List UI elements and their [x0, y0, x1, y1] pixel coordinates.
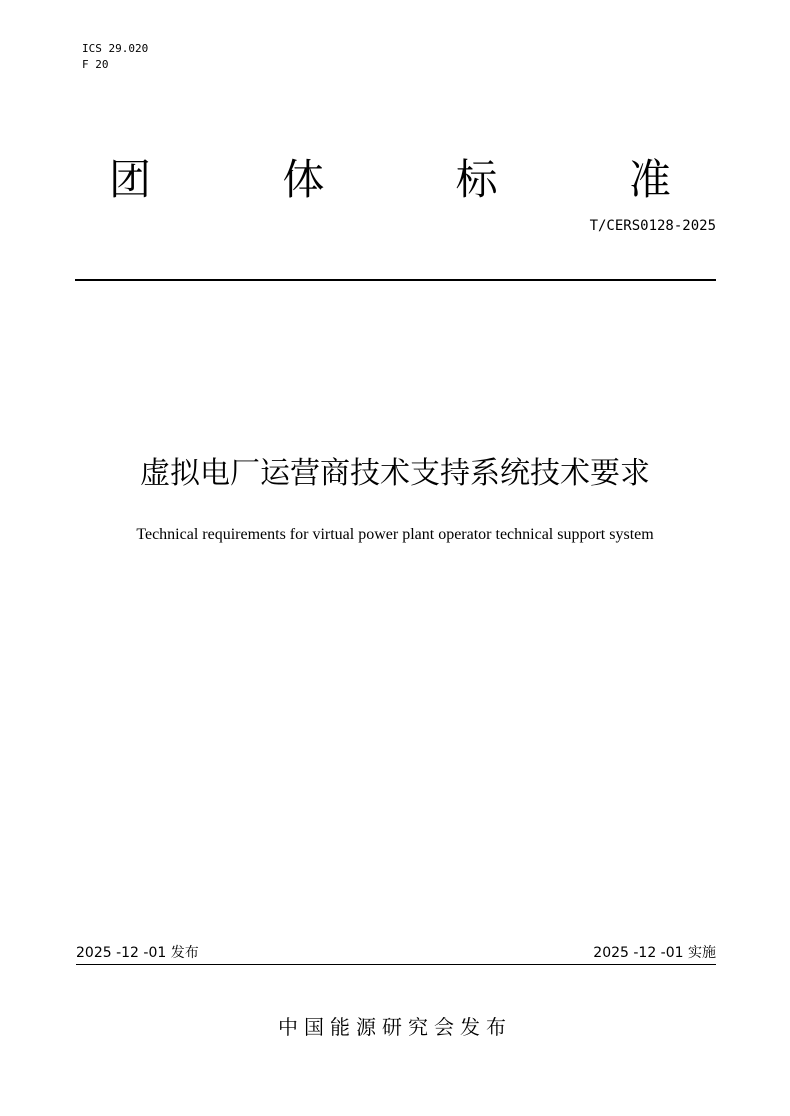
standard-number: T/CERS0128-2025: [589, 218, 716, 234]
date-row: [76, 940, 716, 964]
standard-kind-heading: [100, 150, 680, 210]
document-title-chinese: 虚拟电厂运营商技术支持系统技术要求: [140, 456, 650, 491]
document-title-english: Technical requirements for virtual power plant operator technical support system: [136, 526, 654, 543]
implementation-date: 2025 -12 -01 实施: [593, 945, 716, 961]
ccs-code: F 20: [82, 58, 109, 71]
standard-kind-char: 团: [108, 155, 151, 204]
classification-codes: [82, 41, 148, 73]
top-divider: [75, 279, 716, 281]
standard-kind-char: 标: [455, 155, 498, 204]
issue-date: 2025 -12 -01 发布: [76, 945, 199, 961]
standard-kind-char: 体: [282, 155, 325, 204]
publisher: 中国能源研究会发布: [278, 1015, 512, 1039]
bottom-divider: [76, 964, 716, 965]
standard-kind-char: 准: [628, 155, 671, 204]
ics-code: ICS 29.020: [82, 42, 149, 55]
